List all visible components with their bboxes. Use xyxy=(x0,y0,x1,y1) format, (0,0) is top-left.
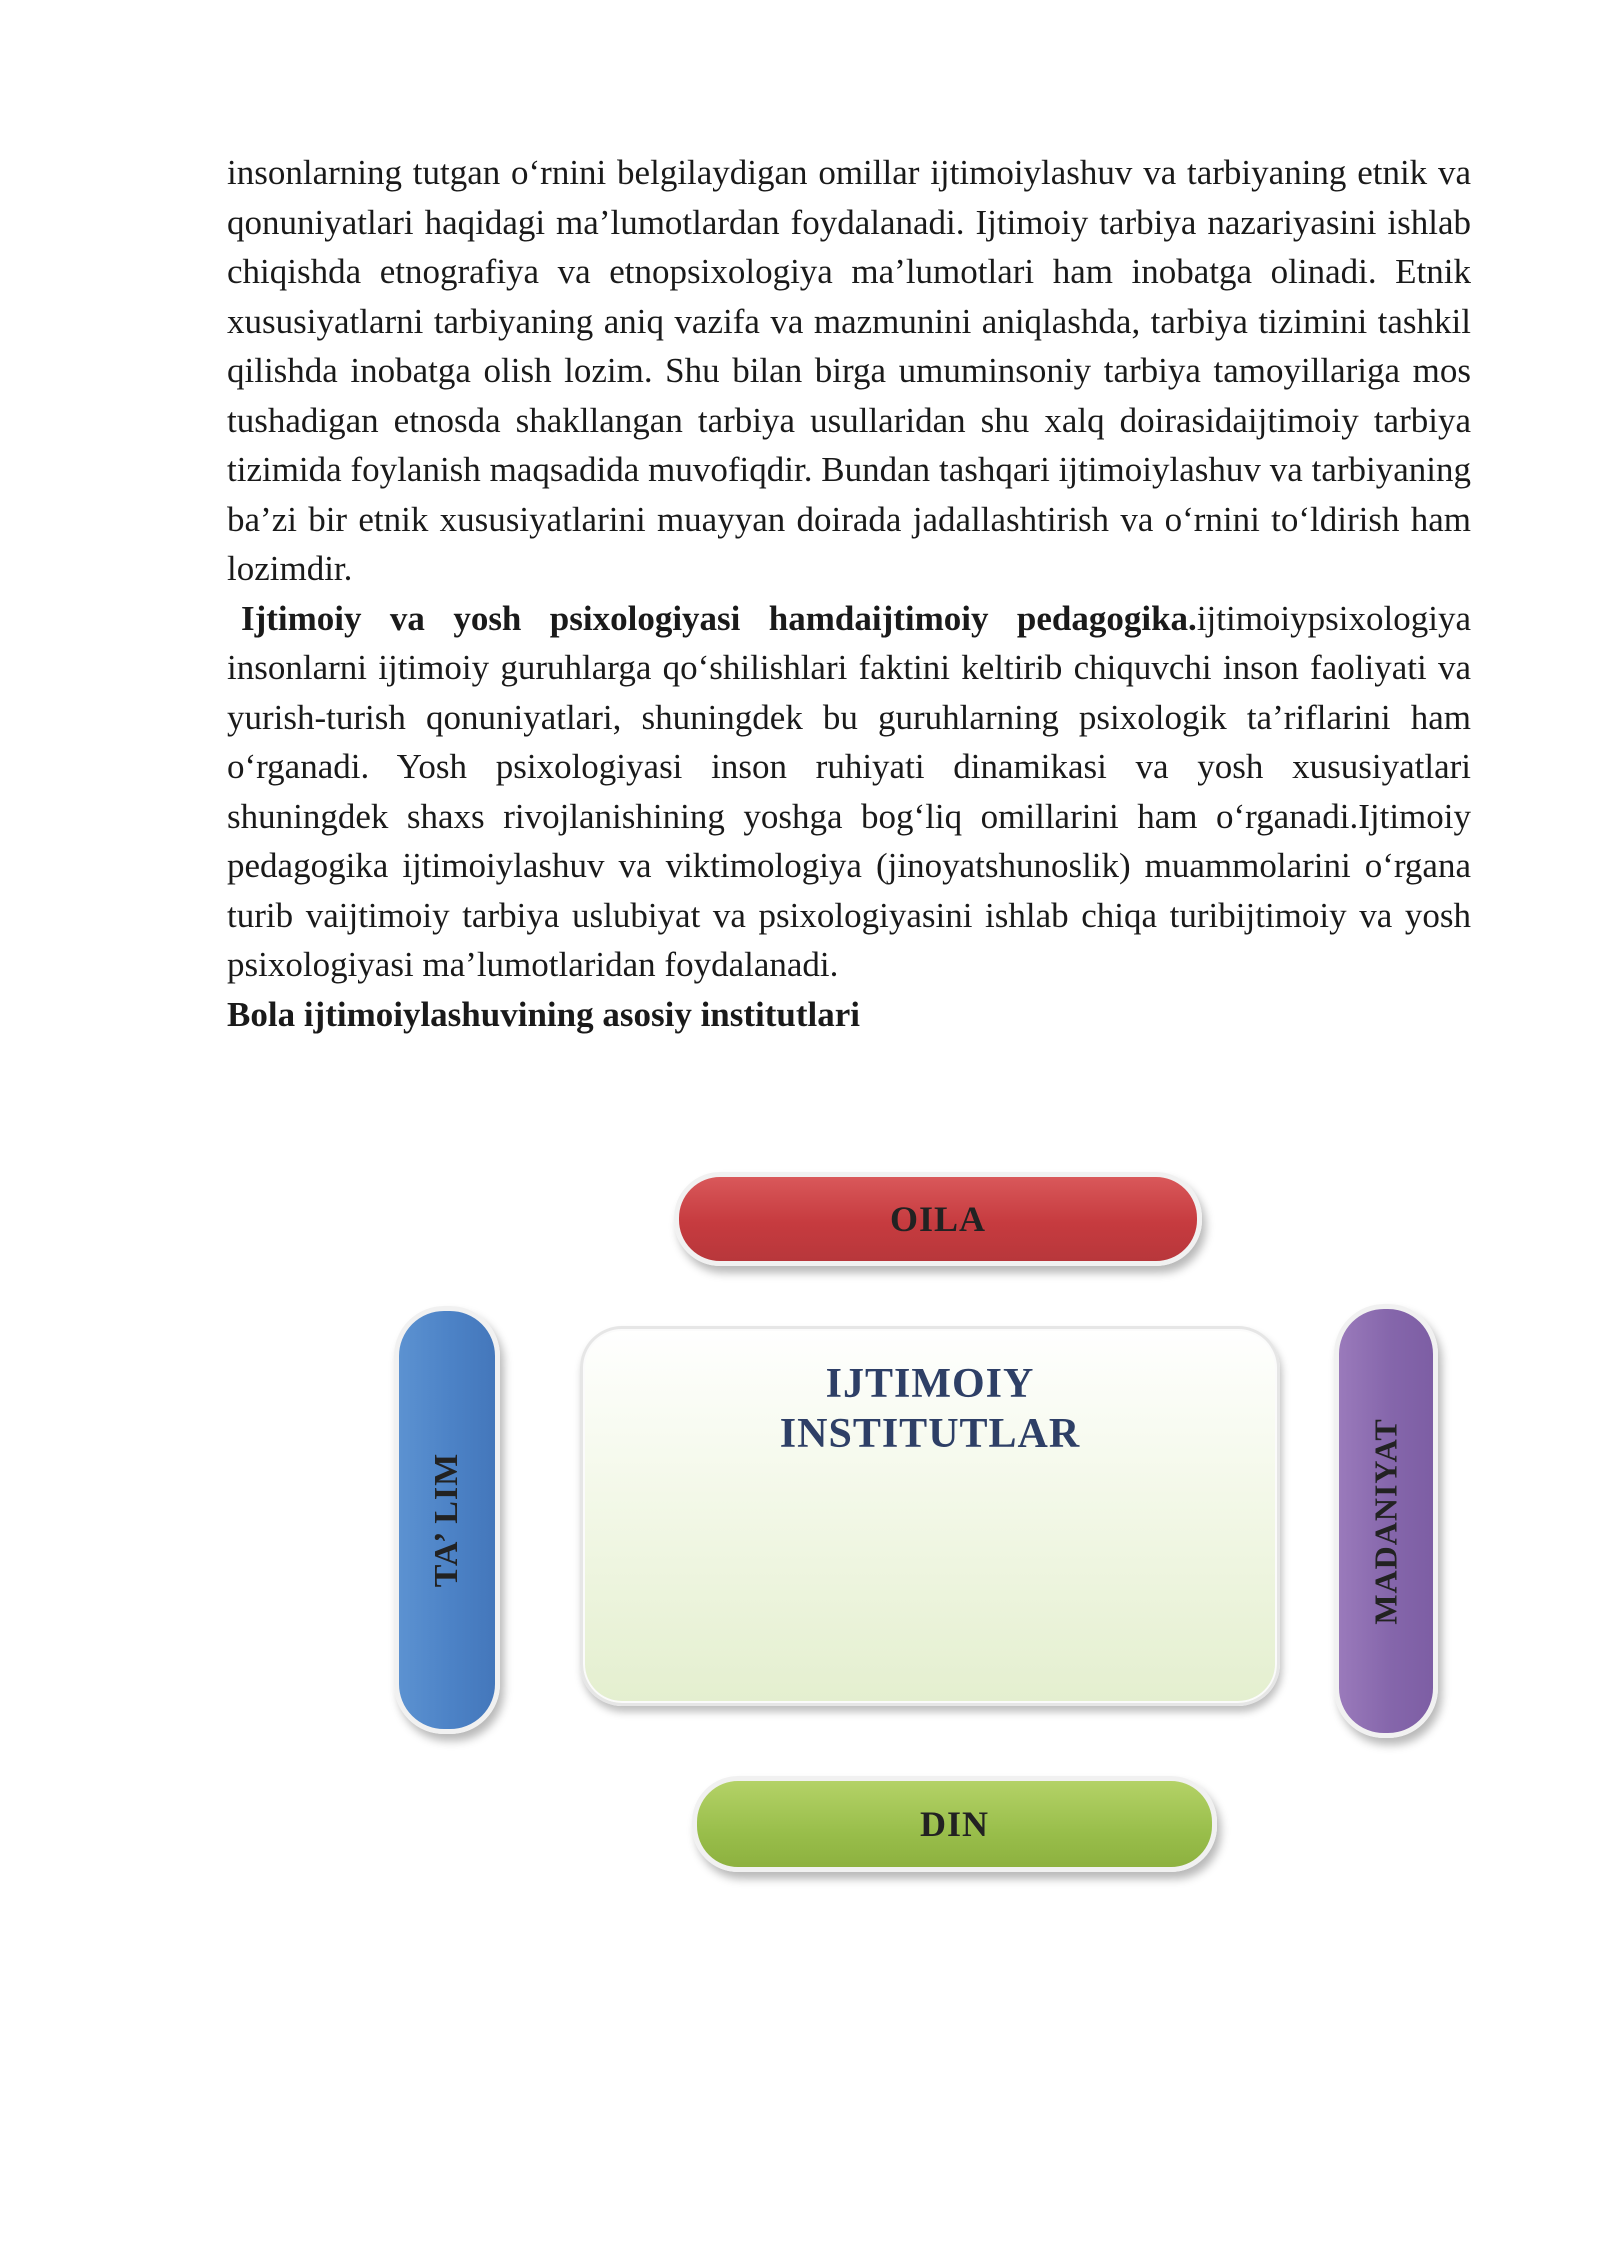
paragraph-social-psychology xyxy=(227,594,1471,990)
institution-education-pill xyxy=(394,1306,500,1734)
institution-religion-pill xyxy=(692,1776,1217,1872)
institution-education-label: TA’ LIM xyxy=(428,1452,466,1588)
center-title-line2: INSTITUTLAR xyxy=(779,1411,1081,1457)
center-title-line1: IJTIMOIY xyxy=(825,1361,1035,1407)
institution-religion-label: DIN xyxy=(919,1804,989,1844)
paragraph-body-text: ijtimoiypsixologiya insonlarni ijtimoiy guruhlarga qo‘shilishlari faktini keltirib chiquvchi inson faoliyati va yurish-turish qonuniyatlari, shuningdek bu guruhlarning psixologik ta’riflarini ham o‘rganadi. Yosh psixologiyasi inson ruhiyati dinamikasi va yosh xususiyatlari shuningdek shaxs rivojlanishining yoshga bog‘liq omillarini ham o‘rganadi.Ijtimoiy pedagogika ijtimoiylashuv va viktimologiya (jinoyatshunoslik) muammolarini o‘rgana turib vaijtimoiy tarbiya uslubiyat va psixologiyasini ishlab chiqa turibijtimoiy va yosh psixologiyasi ma’lumotlaridan foydalanadi. xyxy=(227,598,1471,984)
institution-family-label: OILA xyxy=(889,1199,987,1239)
institution-family-pill xyxy=(674,1172,1202,1266)
document-body xyxy=(227,148,1471,1039)
section-heading: Bola ijtimoiylashuvining asosiy institutlari xyxy=(227,994,861,1034)
social-institutions-diagram xyxy=(390,1160,1470,1880)
center-title xyxy=(583,1359,1277,1459)
paragraph-ethnic-features: insonlarning tutgan o‘rnini belgilaydigan omillar ijtimoiylashuv va tarbiyaning etnik va qonuniyatlari haqidagi ma’lumotlardan foydalanadi. Ijtimoiy tarbiya nazariyasini ishlab chiqishda etnografiya va etnopsixologiya ma’lumotlari ham inobatga olinadi. Etnik xususiyatlarni tarbiyaning aniq vazifa va mazmunini aniqlashda, tarbiya tizimini tashkil qilishda inobatga olish lozim. Shu bilan birga umuminsoniy tarbiya tamoyillariga mos tushadigan etnosda shakllangan tarbiya usullaridan shu xalq doirasidaijtimoiy tarbiya tizimida foylanish maqsadida muvofiqdir. Bundan tashqari ijtimoiylashuv va tarbiyaning ba’zi bir etnik xususiyatlarini muayyan doirada jadallashtirish va o‘rnini to‘ldirish ham lozimdir. xyxy=(227,153,1471,588)
institution-culture-label: MADANIYAT xyxy=(1367,1417,1404,1625)
center-box xyxy=(580,1326,1280,1706)
institution-culture-pill xyxy=(1334,1304,1438,1738)
paragraph-lead-bold: Ijtimoiy va yosh psixologiyasi hamdaijtimoiy pedagogika. xyxy=(241,598,1197,638)
